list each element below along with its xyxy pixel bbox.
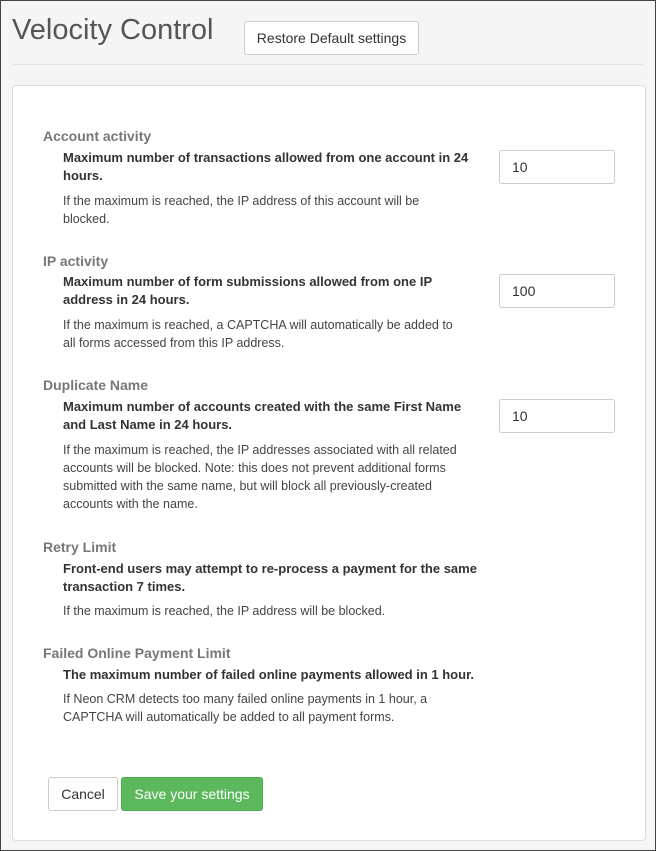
settings-panel — [12, 85, 646, 841]
note-line: If the maximum is reached, the IP address of this account will be — [63, 194, 420, 208]
duplicate-name-input[interactable] — [499, 399, 615, 433]
duplicate-name-rule — [63, 398, 461, 434]
section-title-retry-limit: Retry Limit — [43, 539, 117, 555]
retry-limit-rule — [63, 560, 477, 596]
rule-line: Maximum number of accounts created with the same First Name — [63, 399, 462, 414]
cancel-button[interactable]: Cancel — [48, 777, 118, 811]
section-title-ip-activity: IP activity — [43, 253, 109, 269]
note-line: submitted with the same name, but will block all previously-created — [63, 479, 432, 493]
note-line: all forms accessed from this IP address. — [63, 336, 285, 350]
ip-activity-note — [63, 316, 453, 352]
note-line: CAPTCHA will automatically be added to all payment forms. — [63, 710, 395, 724]
section-title-account-activity: Account activity — [43, 128, 152, 144]
rule-line: Maximum number of transactions allowed from one account in 24 — [63, 150, 469, 165]
note-line: accounts will be blocked. Note: this does not prevent additional forms — [63, 461, 446, 475]
note-line: If the maximum is reached, a CAPTCHA will automatically be added to — [63, 318, 453, 332]
account-activity-rule — [63, 149, 468, 185]
ip-activity-input[interactable] — [499, 274, 615, 308]
note-line: If Neon CRM detects too many failed online payments in 1 hour, a — [63, 692, 428, 706]
rule-line: Maximum number of form submissions allowed from one IP — [63, 274, 433, 289]
save-settings-button[interactable]: Save your settings — [121, 777, 263, 811]
note-line: If the maximum is reached, the IP address will be blocked. — [63, 604, 386, 618]
rule-line: Front-end users may attempt to re-process a payment for the same — [63, 561, 477, 576]
header-divider — [12, 64, 644, 65]
account-activity-note — [63, 192, 419, 228]
account-activity-input[interactable] — [499, 150, 615, 184]
rule-line: and Last Name in 24 hours. — [63, 417, 233, 432]
rule-line: The maximum number of failed online payments allowed in 1 hour. — [63, 667, 475, 682]
section-title-duplicate-name: Duplicate Name — [43, 377, 149, 393]
note-line: accounts with the name. — [63, 497, 198, 511]
section-title-failed-payment-limit: Failed Online Payment Limit — [43, 645, 231, 661]
retry-limit-note — [63, 602, 385, 620]
duplicate-name-note — [63, 441, 457, 513]
rule-line: transaction 7 times. — [63, 579, 186, 594]
restore-defaults-button[interactable]: Restore Default settings — [244, 21, 419, 55]
ip-activity-rule — [63, 273, 432, 309]
rule-line: address in 24 hours. — [63, 292, 190, 307]
rule-line: hours. — [63, 168, 103, 183]
note-line: blocked. — [63, 212, 110, 226]
note-line: If the maximum is reached, the IP addresses associated with all related — [63, 443, 457, 457]
failed-payment-limit-rule — [63, 666, 474, 684]
failed-payment-limit-note — [63, 690, 427, 726]
page-title: Velocity Control — [12, 14, 214, 46]
